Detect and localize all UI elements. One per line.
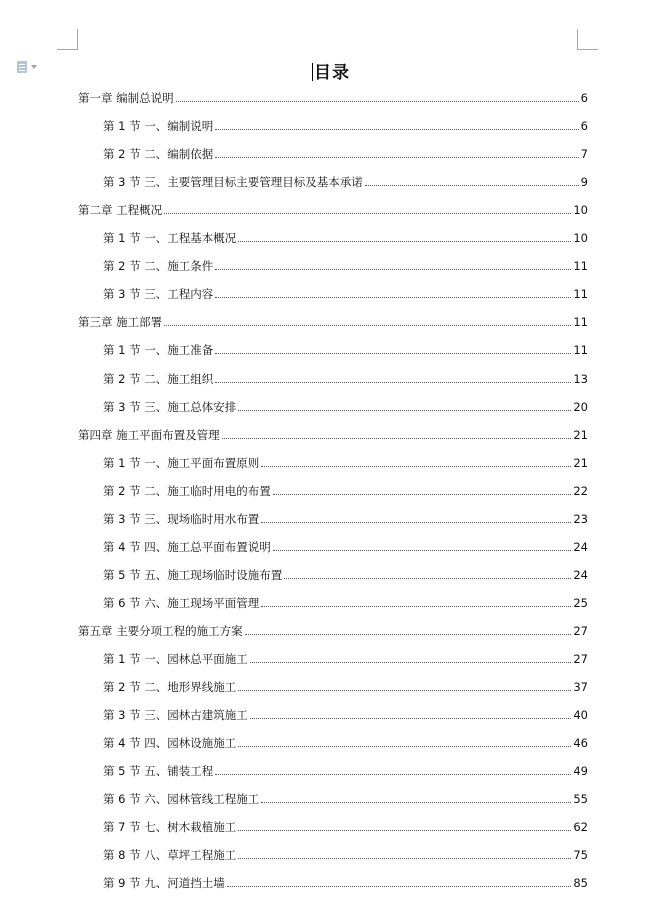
toc-entry-label: 第 5 节 五、铺装工程 xyxy=(103,764,214,778)
toc-page-number: 11 xyxy=(573,343,588,357)
toc-dot-leader xyxy=(245,634,572,635)
toc-entry-label: 第二章 工程概况 xyxy=(78,203,163,217)
toc-dot-leader xyxy=(238,690,571,691)
toc-section-entry[interactable] xyxy=(0,790,588,806)
toc-section-entry[interactable] xyxy=(0,734,588,750)
toc-dot-leader xyxy=(273,550,572,551)
toc-dot-leader xyxy=(261,606,571,607)
toc-entry-label: 第 1 节 一、编制说明 xyxy=(103,119,214,133)
toc-page-number: 24 xyxy=(573,540,588,554)
toc-section-entry[interactable] xyxy=(0,257,588,273)
toc-section-entry[interactable] xyxy=(0,229,588,245)
margin-corner-mark-right xyxy=(577,29,598,50)
toc-section-entry[interactable] xyxy=(0,594,588,610)
toc-page-number: 27 xyxy=(573,624,588,638)
toc-dot-leader xyxy=(215,774,571,775)
toc-page-number: 40 xyxy=(573,708,588,722)
toc-page-number: 20 xyxy=(573,400,588,414)
toc-entry-label: 第 2 节 二、编制依据 xyxy=(103,147,214,161)
toc-dot-leader xyxy=(250,718,572,719)
toc-section-entry[interactable] xyxy=(0,874,588,890)
toc-entry-label: 第 1 节 一、施工平面布置原则 xyxy=(103,456,260,470)
toc-dot-leader xyxy=(250,662,572,663)
toc-entry-label: 第 7 节 七、树木栽植施工 xyxy=(103,820,237,834)
toc-entry-label: 第 9 节 九、河道挡土墙 xyxy=(103,876,225,890)
toc-page-number: 21 xyxy=(573,428,588,442)
toc-page-number: 75 xyxy=(573,848,588,862)
toc-entry-label: 第 2 节 二、施工条件 xyxy=(103,259,214,273)
toc-dot-leader xyxy=(164,213,571,214)
toc-entry-label: 第 1 节 一、工程基本概况 xyxy=(103,231,237,245)
toc-entry-label: 第 5 节 五、施工现场临时设施布置 xyxy=(103,568,283,582)
toc-entry-label: 第 1 节 一、施工准备 xyxy=(103,343,214,357)
toc-entry-label: 第 2 节 二、施工临时用电的布置 xyxy=(103,484,271,498)
toc-entry-label: 第三章 施工部署 xyxy=(78,315,163,329)
toc-dot-leader xyxy=(238,241,571,242)
toc-entry-label: 第 4 节 四、园林设施施工 xyxy=(103,736,237,750)
toc-title xyxy=(0,58,662,83)
toc-dot-leader xyxy=(261,466,571,467)
toc-section-entry[interactable] xyxy=(0,650,588,666)
toc-entry-label: 第 4 节 四、施工总平面布置说明 xyxy=(103,540,271,554)
toc-dot-leader xyxy=(238,410,571,411)
toc-page-number: 25 xyxy=(573,596,588,610)
toc-chapter-entry[interactable] xyxy=(0,622,588,638)
toc-page-number: 7 xyxy=(580,147,588,161)
toc-section-entry[interactable] xyxy=(0,706,588,722)
toc-dot-leader xyxy=(284,578,571,579)
toc-section-entry[interactable] xyxy=(0,538,588,554)
toc-dot-leader xyxy=(238,858,571,859)
toc-entry-label: 第 3 节 三、施工总体安排 xyxy=(103,400,237,414)
toc-dot-leader xyxy=(215,157,578,158)
toc-dot-leader xyxy=(238,830,571,831)
toc-page-number: 6 xyxy=(580,119,588,133)
toc-dot-leader xyxy=(176,101,579,102)
toc-page-number: 21 xyxy=(573,456,588,470)
toc-entry-label: 第 2 节 二、地形界线施工 xyxy=(103,680,237,694)
toc-page-number: 27 xyxy=(573,652,588,666)
toc-page-number: 10 xyxy=(573,231,588,245)
toc-entry-label: 第四章 施工平面布置及管理 xyxy=(78,428,220,442)
toc-chapter-entry[interactable] xyxy=(0,201,588,217)
toc-dot-leader xyxy=(238,746,571,747)
toc-entry-label: 第 2 节 二、施工组织 xyxy=(103,372,214,386)
toc-dot-leader xyxy=(164,325,571,326)
toc-entry-label: 第 1 节 一、园林总平面施工 xyxy=(103,652,248,666)
toc-entry-label: 第 6 节 六、施工现场平面管理 xyxy=(103,596,260,610)
toc-section-entry[interactable] xyxy=(0,818,588,834)
toc-section-entry[interactable] xyxy=(0,762,588,778)
toc-section-entry[interactable] xyxy=(0,566,588,582)
toc-entry-label: 第 6 节 六、园林管线工程施工 xyxy=(103,792,260,806)
toc-page-number: 85 xyxy=(573,876,588,890)
toc-section-entry[interactable] xyxy=(0,398,588,414)
toc-section-entry[interactable] xyxy=(0,482,588,498)
toc-section-entry[interactable] xyxy=(0,510,588,526)
margin-corner-mark-left xyxy=(57,29,78,50)
toc-page-number: 22 xyxy=(573,484,588,498)
toc-section-entry[interactable] xyxy=(0,454,588,470)
toc-dot-leader xyxy=(215,382,571,383)
toc-entry-label: 第 3 节 三、主要管理目标主要管理目标及基本承诺 xyxy=(103,175,363,189)
toc-section-entry[interactable] xyxy=(0,173,588,189)
toc-page-number: 6 xyxy=(580,91,588,105)
toc-section-entry[interactable] xyxy=(0,341,588,357)
toc-page-number: 23 xyxy=(573,512,588,526)
toc-dot-leader xyxy=(222,438,572,439)
toc-entry-label: 第 3 节 三、现场临时用水布置 xyxy=(103,512,260,526)
toc-entry-label: 第 8 节 八、草坪工程施工 xyxy=(103,848,237,862)
toc-section-entry[interactable] xyxy=(0,285,588,301)
toc-section-entry[interactable] xyxy=(0,846,588,862)
toc-section-entry[interactable] xyxy=(0,145,588,161)
toc-dot-leader xyxy=(227,886,572,887)
toc-page-number: 62 xyxy=(573,820,588,834)
toc-entry-label: 第 3 节 三、园林古建筑施工 xyxy=(103,708,248,722)
toc-dot-leader xyxy=(261,522,571,523)
toc-section-entry[interactable] xyxy=(0,117,588,133)
toc-dot-leader xyxy=(215,297,571,298)
toc-page-number: 11 xyxy=(573,287,588,301)
toc-page-number: 24 xyxy=(573,568,588,582)
toc-page-number: 55 xyxy=(573,792,588,806)
toc-page-number: 49 xyxy=(573,764,588,778)
toc-dot-leader xyxy=(365,185,579,186)
toc-page-number: 13 xyxy=(573,372,588,386)
toc-dot-leader xyxy=(273,494,572,495)
text-cursor xyxy=(312,63,313,81)
toc-section-entry[interactable] xyxy=(0,678,588,694)
toc-chapter-entry[interactable] xyxy=(0,426,588,442)
toc-page-number: 37 xyxy=(573,680,588,694)
toc-title-text: 目录 xyxy=(314,63,350,83)
toc-page-number: 10 xyxy=(573,203,588,217)
toc-section-entry[interactable] xyxy=(0,370,588,386)
toc-page-number: 9 xyxy=(580,175,588,189)
toc-dot-leader xyxy=(215,129,578,130)
toc-page-number: 11 xyxy=(573,259,588,273)
toc-dot-leader xyxy=(215,353,571,354)
toc-entry-label: 第五章 主要分项工程的施工方案 xyxy=(78,624,243,638)
toc-dot-leader xyxy=(215,269,571,270)
toc-entry-label: 第 3 节 三、工程内容 xyxy=(103,287,214,301)
toc-page-number: 46 xyxy=(573,736,588,750)
toc-dot-leader xyxy=(261,802,571,803)
toc-entry-label: 第一章 编制总说明 xyxy=(78,91,174,105)
toc-chapter-entry[interactable] xyxy=(0,89,588,105)
toc-chapter-entry[interactable] xyxy=(0,313,588,329)
toc-page-number: 11 xyxy=(573,315,588,329)
